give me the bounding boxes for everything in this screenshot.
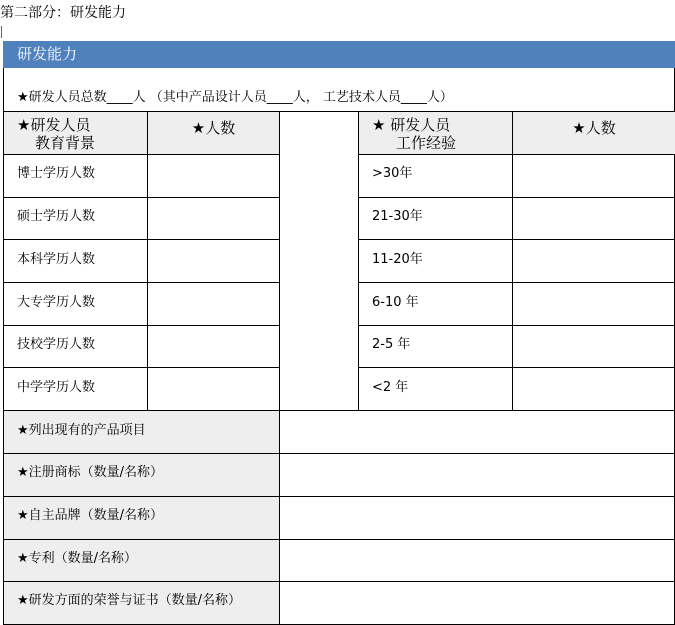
education-count-header: ★人数 bbox=[191, 119, 236, 137]
item-label-honors: ★研发方面的荣誉与证书（数量/名称） bbox=[17, 593, 242, 608]
education-row: 硕士学历人数 bbox=[17, 209, 96, 224]
section-title: 研发能力 bbox=[17, 45, 78, 63]
experience-count-header: ★人数 bbox=[572, 119, 616, 137]
experience-row: 6-10 年 bbox=[372, 295, 419, 310]
item-value-brands[interactable] bbox=[280, 497, 675, 539]
experience-header bbox=[372, 116, 456, 152]
experience-row: <2 年 bbox=[372, 380, 409, 395]
experience-row: 2-5 年 bbox=[372, 337, 411, 352]
education-header-line2: 教育背景 bbox=[35, 134, 96, 152]
item-label-products: ★列出现有的产品项目 bbox=[17, 423, 146, 438]
item-value-honors[interactable] bbox=[280, 582, 675, 624]
education-count-cell[interactable] bbox=[148, 326, 279, 367]
experience-count-cell[interactable] bbox=[513, 326, 675, 367]
education-header-line1: ★研发人员 bbox=[17, 116, 91, 134]
experience-count-cell[interactable] bbox=[513, 198, 675, 239]
experience-header-line2: 工作经验 bbox=[396, 134, 457, 152]
education-header bbox=[17, 116, 95, 152]
staff-summary: ★研发人员总数____人 （其中产品设计人员____人， 工艺技术人员____人） bbox=[17, 90, 453, 105]
experience-count-cell[interactable] bbox=[513, 368, 675, 410]
education-count-cell[interactable] bbox=[148, 283, 279, 325]
section-title-bar bbox=[3, 41, 675, 68]
experience-row: >30年 bbox=[372, 166, 413, 181]
text-cursor bbox=[1, 26, 2, 38]
education-count-cell[interactable] bbox=[148, 368, 279, 410]
part-title: 第二部分：研发能力 bbox=[0, 5, 126, 21]
item-value-trademarks[interactable] bbox=[280, 454, 675, 496]
education-row: 中学学历人数 bbox=[17, 380, 96, 395]
experience-count-cell[interactable] bbox=[513, 240, 675, 282]
experience-count-cell[interactable] bbox=[513, 155, 675, 197]
experience-row: 11-20年 bbox=[372, 252, 423, 267]
experience-count-cell[interactable] bbox=[513, 283, 675, 325]
education-count-cell[interactable] bbox=[148, 155, 279, 197]
education-row: 技校学历人数 bbox=[17, 337, 96, 352]
item-label-brands: ★自主品牌（数量/名称） bbox=[17, 508, 164, 523]
education-row: 大专学历人数 bbox=[17, 295, 96, 310]
education-row: 博士学历人数 bbox=[17, 166, 96, 181]
item-label-patents: ★专利（数量/名称） bbox=[17, 551, 138, 566]
experience-row: 21-30年 bbox=[372, 209, 423, 224]
experience-header-line1: ★ 研发人员 bbox=[372, 116, 451, 134]
education-row: 本科学历人数 bbox=[17, 252, 96, 267]
education-count-cell[interactable] bbox=[148, 198, 279, 239]
item-label-trademarks: ★注册商标（数量/名称） bbox=[17, 465, 164, 480]
item-value-patents[interactable] bbox=[280, 540, 675, 581]
education-count-cell[interactable] bbox=[148, 240, 279, 282]
item-value-products[interactable] bbox=[280, 411, 675, 453]
